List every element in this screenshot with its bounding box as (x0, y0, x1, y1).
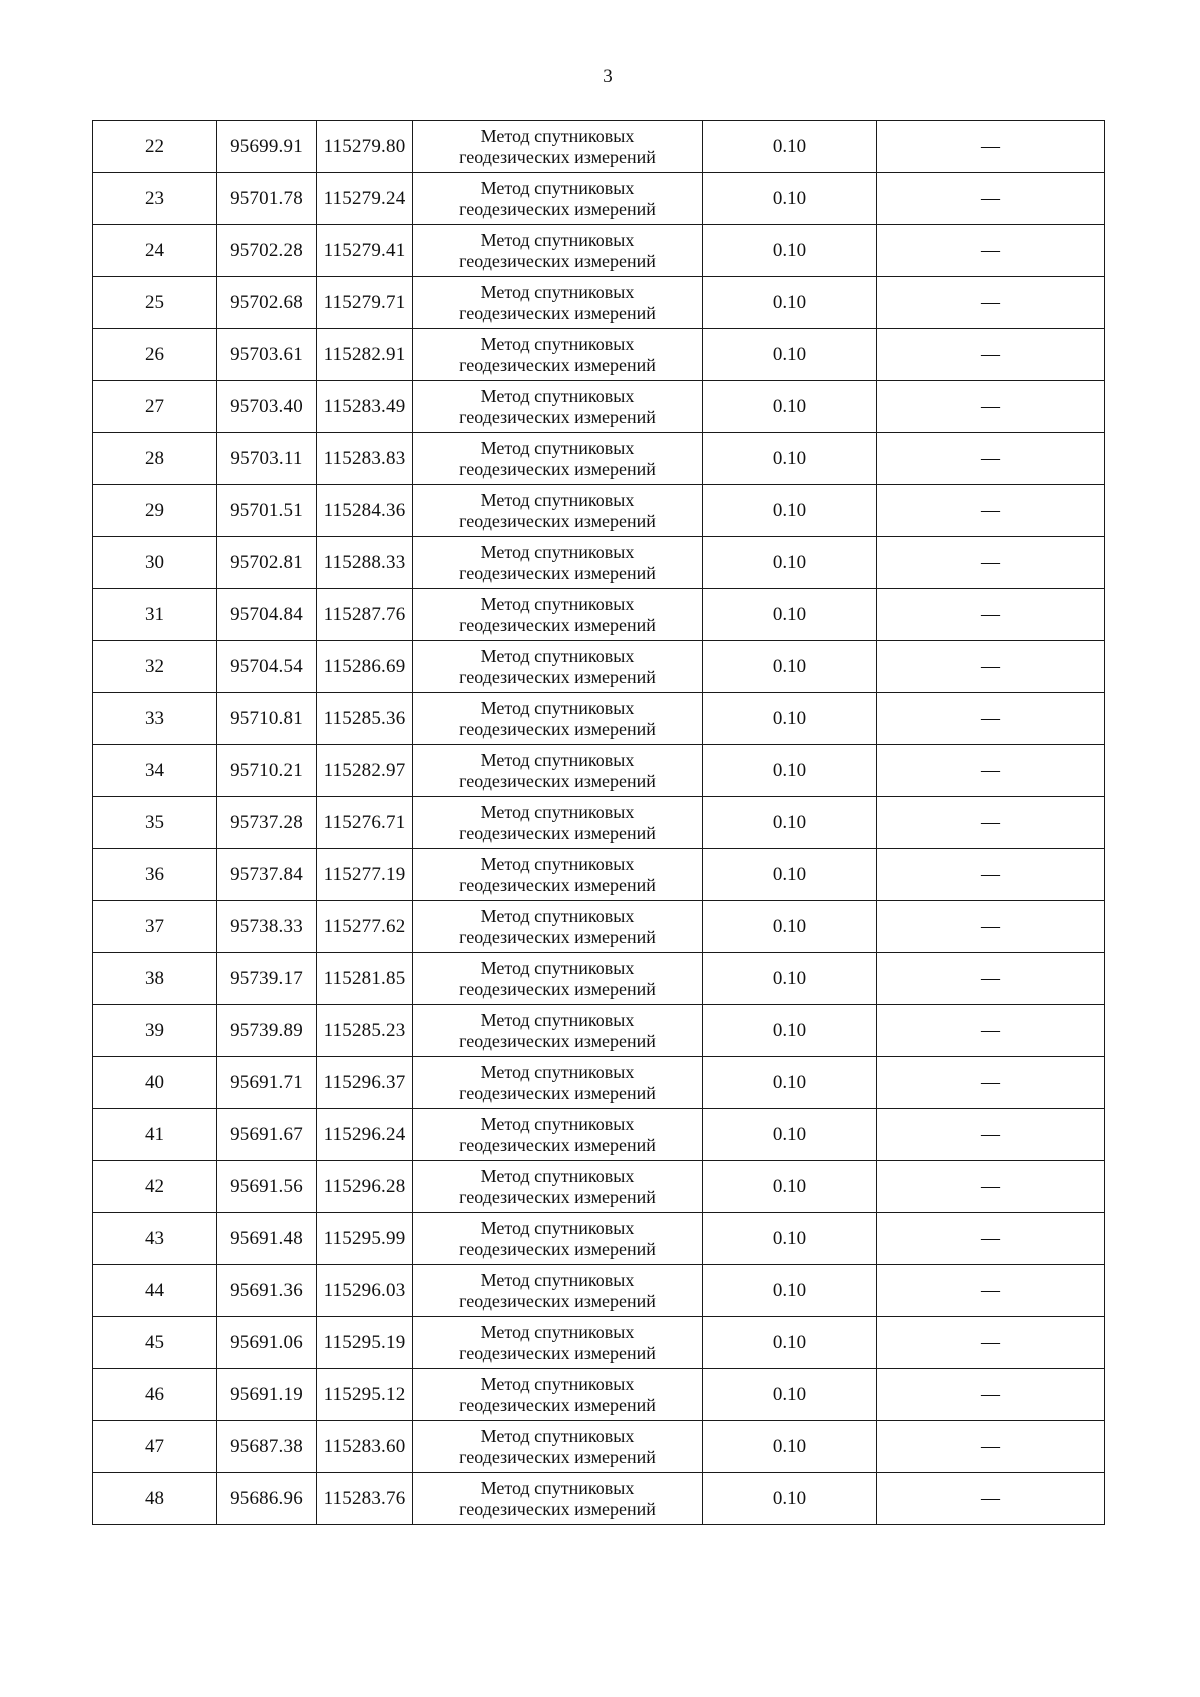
point-number-cell: 47 (93, 1421, 217, 1473)
point-number-cell: 23 (93, 173, 217, 225)
method-cell (413, 537, 703, 589)
x-coordinate-cell: 95691.06 (217, 1317, 317, 1369)
accuracy-cell: 0.10 (703, 121, 877, 173)
point-number-cell: 38 (93, 953, 217, 1005)
table-row (93, 1473, 1105, 1525)
y-coordinate-cell: 115276.71 (317, 797, 413, 849)
accuracy-cell: 0.10 (703, 589, 877, 641)
note-cell: — (877, 901, 1105, 953)
method-line-1: Метод спутниковых (480, 1165, 635, 1186)
note-cell: — (877, 1109, 1105, 1161)
table-row (93, 953, 1105, 1005)
method-line-1: Метод спутниковых (480, 1061, 635, 1082)
coordinates-table-body (93, 121, 1105, 1525)
note-cell: — (877, 1473, 1105, 1525)
point-number-cell: 31 (93, 589, 217, 641)
note-cell: — (877, 485, 1105, 537)
x-coordinate-cell: 95702.28 (217, 225, 317, 277)
note-cell: — (877, 1213, 1105, 1265)
point-number-cell: 41 (93, 1109, 217, 1161)
table-row (93, 693, 1105, 745)
method-cell (413, 901, 703, 953)
method-line-2: геодезических измерений (459, 198, 656, 219)
x-coordinate-cell: 95739.89 (217, 1005, 317, 1057)
y-coordinate-cell: 115286.69 (317, 641, 413, 693)
x-coordinate-cell: 95691.48 (217, 1213, 317, 1265)
note-cell: — (877, 797, 1105, 849)
accuracy-cell: 0.10 (703, 953, 877, 1005)
table-row (93, 121, 1105, 173)
table-row (93, 901, 1105, 953)
x-coordinate-cell: 95702.81 (217, 537, 317, 589)
point-number-cell: 48 (93, 1473, 217, 1525)
accuracy-cell: 0.10 (703, 329, 877, 381)
point-number-cell: 45 (93, 1317, 217, 1369)
note-cell: — (877, 745, 1105, 797)
table-row (93, 641, 1105, 693)
table-row (93, 173, 1105, 225)
x-coordinate-cell: 95691.56 (217, 1161, 317, 1213)
method-line-2: геодезических измерений (459, 1290, 656, 1311)
x-coordinate-cell: 95691.19 (217, 1369, 317, 1421)
method-cell (413, 225, 703, 277)
table-row (93, 329, 1105, 381)
table-row (93, 485, 1105, 537)
method-line-2: геодезических измерений (459, 146, 656, 167)
y-coordinate-cell: 115296.03 (317, 1265, 413, 1317)
table-row (93, 1057, 1105, 1109)
method-cell (413, 381, 703, 433)
y-coordinate-cell: 115283.76 (317, 1473, 413, 1525)
accuracy-cell: 0.10 (703, 1421, 877, 1473)
accuracy-cell: 0.10 (703, 485, 877, 537)
method-cell (413, 329, 703, 381)
x-coordinate-cell: 95691.67 (217, 1109, 317, 1161)
y-coordinate-cell: 115285.36 (317, 693, 413, 745)
accuracy-cell: 0.10 (703, 225, 877, 277)
method-line-2: геодезических измерений (459, 1446, 656, 1467)
y-coordinate-cell: 115296.24 (317, 1109, 413, 1161)
method-line-1: Метод спутниковых (480, 1425, 635, 1446)
x-coordinate-cell: 95703.40 (217, 381, 317, 433)
method-line-2: геодезических измерений (459, 770, 656, 791)
accuracy-cell: 0.10 (703, 1473, 877, 1525)
y-coordinate-cell: 115295.19 (317, 1317, 413, 1369)
x-coordinate-cell: 95686.96 (217, 1473, 317, 1525)
point-number-cell: 22 (93, 121, 217, 173)
point-number-cell: 43 (93, 1213, 217, 1265)
point-number-cell: 39 (93, 1005, 217, 1057)
point-number-cell: 30 (93, 537, 217, 589)
table-row (93, 1005, 1105, 1057)
table-row (93, 277, 1105, 329)
x-coordinate-cell: 95699.91 (217, 121, 317, 173)
method-cell (413, 953, 703, 1005)
method-cell (413, 1317, 703, 1369)
method-line-1: Метод спутниковых (480, 177, 635, 198)
method-line-2: геодезических измерений (459, 1238, 656, 1259)
point-number-cell: 29 (93, 485, 217, 537)
accuracy-cell: 0.10 (703, 1057, 877, 1109)
accuracy-cell: 0.10 (703, 1369, 877, 1421)
table-row (93, 849, 1105, 901)
method-cell (413, 849, 703, 901)
method-cell (413, 1109, 703, 1161)
accuracy-cell: 0.10 (703, 693, 877, 745)
table-row (93, 1109, 1105, 1161)
y-coordinate-cell: 115284.36 (317, 485, 413, 537)
method-line-1: Метод спутниковых (480, 1269, 635, 1290)
y-coordinate-cell: 115295.99 (317, 1213, 413, 1265)
method-cell (413, 693, 703, 745)
method-line-1: Метод спутниковых (480, 697, 635, 718)
note-cell: — (877, 1317, 1105, 1369)
note-cell: — (877, 589, 1105, 641)
accuracy-cell: 0.10 (703, 537, 877, 589)
accuracy-cell: 0.10 (703, 1265, 877, 1317)
method-line-1: Метод спутниковых (480, 385, 635, 406)
point-number-cell: 42 (93, 1161, 217, 1213)
table-row (93, 381, 1105, 433)
point-number-cell: 44 (93, 1265, 217, 1317)
method-line-2: геодезических измерений (459, 874, 656, 895)
method-line-1: Метод спутниковых (480, 957, 635, 978)
point-number-cell: 27 (93, 381, 217, 433)
method-cell (413, 797, 703, 849)
method-line-1: Метод спутниковых (480, 1321, 635, 1342)
x-coordinate-cell: 95691.71 (217, 1057, 317, 1109)
x-coordinate-cell: 95703.61 (217, 329, 317, 381)
point-number-cell: 33 (93, 693, 217, 745)
method-line-2: геодезических измерений (459, 1394, 656, 1415)
method-line-1: Метод спутниковых (480, 489, 635, 510)
accuracy-cell: 0.10 (703, 849, 877, 901)
point-number-cell: 28 (93, 433, 217, 485)
point-number-cell: 25 (93, 277, 217, 329)
method-line-1: Метод спутниковых (480, 1009, 635, 1030)
y-coordinate-cell: 115295.12 (317, 1369, 413, 1421)
method-line-2: геодезических измерений (459, 1082, 656, 1103)
method-cell (413, 641, 703, 693)
accuracy-cell: 0.10 (703, 901, 877, 953)
method-line-2: геодезических измерений (459, 666, 656, 687)
page-number: 3 (603, 66, 613, 87)
point-number-cell: 26 (93, 329, 217, 381)
y-coordinate-cell: 115288.33 (317, 537, 413, 589)
method-cell (413, 1057, 703, 1109)
method-cell (413, 1213, 703, 1265)
x-coordinate-cell: 95687.38 (217, 1421, 317, 1473)
y-coordinate-cell: 115296.37 (317, 1057, 413, 1109)
accuracy-cell: 0.10 (703, 433, 877, 485)
note-cell: — (877, 329, 1105, 381)
method-line-2: геодезических измерений (459, 978, 656, 999)
y-coordinate-cell: 115282.97 (317, 745, 413, 797)
method-cell (413, 1005, 703, 1057)
x-coordinate-cell: 95703.11 (217, 433, 317, 485)
note-cell: — (877, 693, 1105, 745)
method-line-1: Метод спутниковых (480, 1217, 635, 1238)
table-row (93, 1161, 1105, 1213)
method-line-1: Метод спутниковых (480, 1373, 635, 1394)
table-row (93, 225, 1105, 277)
point-number-cell: 32 (93, 641, 217, 693)
note-cell: — (877, 641, 1105, 693)
y-coordinate-cell: 115277.19 (317, 849, 413, 901)
method-line-2: геодезических измерений (459, 406, 656, 427)
method-line-2: геодезических измерений (459, 1498, 656, 1519)
note-cell: — (877, 1005, 1105, 1057)
method-line-1: Метод спутниковых (480, 1113, 635, 1134)
point-number-cell: 37 (93, 901, 217, 953)
y-coordinate-cell: 115296.28 (317, 1161, 413, 1213)
point-number-cell: 34 (93, 745, 217, 797)
method-line-1: Метод спутниковых (480, 125, 635, 146)
y-coordinate-cell: 115283.83 (317, 433, 413, 485)
method-line-1: Метод спутниковых (480, 645, 635, 666)
table-row (93, 433, 1105, 485)
y-coordinate-cell: 115279.24 (317, 173, 413, 225)
y-coordinate-cell: 115279.41 (317, 225, 413, 277)
method-line-1: Метод спутниковых (480, 593, 635, 614)
y-coordinate-cell: 115282.91 (317, 329, 413, 381)
method-line-1: Метод спутниковых (480, 1477, 635, 1498)
x-coordinate-cell: 95701.51 (217, 485, 317, 537)
point-number-cell: 46 (93, 1369, 217, 1421)
method-cell (413, 433, 703, 485)
method-cell (413, 1161, 703, 1213)
note-cell: — (877, 1265, 1105, 1317)
note-cell: — (877, 381, 1105, 433)
method-line-1: Метод спутниковых (480, 437, 635, 458)
method-cell (413, 745, 703, 797)
accuracy-cell: 0.10 (703, 1213, 877, 1265)
y-coordinate-cell: 115283.60 (317, 1421, 413, 1473)
method-line-2: геодезических измерений (459, 562, 656, 583)
note-cell: — (877, 433, 1105, 485)
accuracy-cell: 0.10 (703, 277, 877, 329)
accuracy-cell: 0.10 (703, 745, 877, 797)
note-cell: — (877, 277, 1105, 329)
note-cell: — (877, 1421, 1105, 1473)
method-line-2: геодезических измерений (459, 302, 656, 323)
method-line-1: Метод спутниковых (480, 749, 635, 770)
accuracy-cell: 0.10 (703, 1005, 877, 1057)
y-coordinate-cell: 115279.80 (317, 121, 413, 173)
table-row (93, 1265, 1105, 1317)
note-cell: — (877, 1057, 1105, 1109)
x-coordinate-cell: 95739.17 (217, 953, 317, 1005)
method-line-2: геодезических измерений (459, 1134, 656, 1155)
method-cell (413, 589, 703, 641)
method-cell (413, 1473, 703, 1525)
method-cell (413, 1421, 703, 1473)
method-line-2: геодезических измерений (459, 822, 656, 843)
method-line-2: геодезических измерений (459, 354, 656, 375)
method-line-1: Метод спутниковых (480, 333, 635, 354)
note-cell: — (877, 1369, 1105, 1421)
note-cell: — (877, 225, 1105, 277)
method-cell (413, 277, 703, 329)
table-row (93, 1213, 1105, 1265)
point-number-cell: 36 (93, 849, 217, 901)
method-line-2: геодезических измерений (459, 1030, 656, 1051)
method-line-2: геодезических измерений (459, 926, 656, 947)
accuracy-cell: 0.10 (703, 1161, 877, 1213)
method-line-2: геодезических измерений (459, 1186, 656, 1207)
y-coordinate-cell: 115277.62 (317, 901, 413, 953)
note-cell: — (877, 121, 1105, 173)
method-line-1: Метод спутниковых (480, 229, 635, 250)
point-number-cell: 35 (93, 797, 217, 849)
x-coordinate-cell: 95710.21 (217, 745, 317, 797)
method-line-1: Метод спутниковых (480, 801, 635, 822)
x-coordinate-cell: 95702.68 (217, 277, 317, 329)
method-cell (413, 1265, 703, 1317)
table-row (93, 797, 1105, 849)
note-cell: — (877, 1161, 1105, 1213)
method-line-2: геодезических измерений (459, 1342, 656, 1363)
table-row (93, 745, 1105, 797)
x-coordinate-cell: 95738.33 (217, 901, 317, 953)
x-coordinate-cell: 95710.81 (217, 693, 317, 745)
y-coordinate-cell: 115283.49 (317, 381, 413, 433)
method-line-1: Метод спутниковых (480, 853, 635, 874)
table-row (93, 1421, 1105, 1473)
note-cell: — (877, 537, 1105, 589)
x-coordinate-cell: 95737.84 (217, 849, 317, 901)
method-cell (413, 173, 703, 225)
method-line-1: Метод спутниковых (480, 281, 635, 302)
x-coordinate-cell: 95701.78 (217, 173, 317, 225)
point-number-cell: 40 (93, 1057, 217, 1109)
y-coordinate-cell: 115287.76 (317, 589, 413, 641)
accuracy-cell: 0.10 (703, 1109, 877, 1161)
x-coordinate-cell: 95737.28 (217, 797, 317, 849)
method-line-2: геодезических измерений (459, 510, 656, 531)
table-row (93, 537, 1105, 589)
method-line-1: Метод спутниковых (480, 541, 635, 562)
x-coordinate-cell: 95704.84 (217, 589, 317, 641)
x-coordinate-cell: 95704.54 (217, 641, 317, 693)
note-cell: — (877, 849, 1105, 901)
method-line-2: геодезических измерений (459, 250, 656, 271)
y-coordinate-cell: 115281.85 (317, 953, 413, 1005)
method-cell (413, 485, 703, 537)
accuracy-cell: 0.10 (703, 381, 877, 433)
y-coordinate-cell: 115279.71 (317, 277, 413, 329)
accuracy-cell: 0.10 (703, 797, 877, 849)
table-row (93, 1317, 1105, 1369)
accuracy-cell: 0.10 (703, 173, 877, 225)
method-line-2: геодезических измерений (459, 718, 656, 739)
method-line-2: геодезических измерений (459, 458, 656, 479)
y-coordinate-cell: 115285.23 (317, 1005, 413, 1057)
table-row (93, 1369, 1105, 1421)
coordinates-table (92, 120, 1105, 1525)
method-cell (413, 1369, 703, 1421)
method-cell (413, 121, 703, 173)
x-coordinate-cell: 95691.36 (217, 1265, 317, 1317)
note-cell: — (877, 953, 1105, 1005)
accuracy-cell: 0.10 (703, 1317, 877, 1369)
accuracy-cell: 0.10 (703, 641, 877, 693)
point-number-cell: 24 (93, 225, 217, 277)
method-line-1: Метод спутниковых (480, 905, 635, 926)
note-cell: — (877, 173, 1105, 225)
method-line-2: геодезических измерений (459, 614, 656, 635)
table-row (93, 589, 1105, 641)
